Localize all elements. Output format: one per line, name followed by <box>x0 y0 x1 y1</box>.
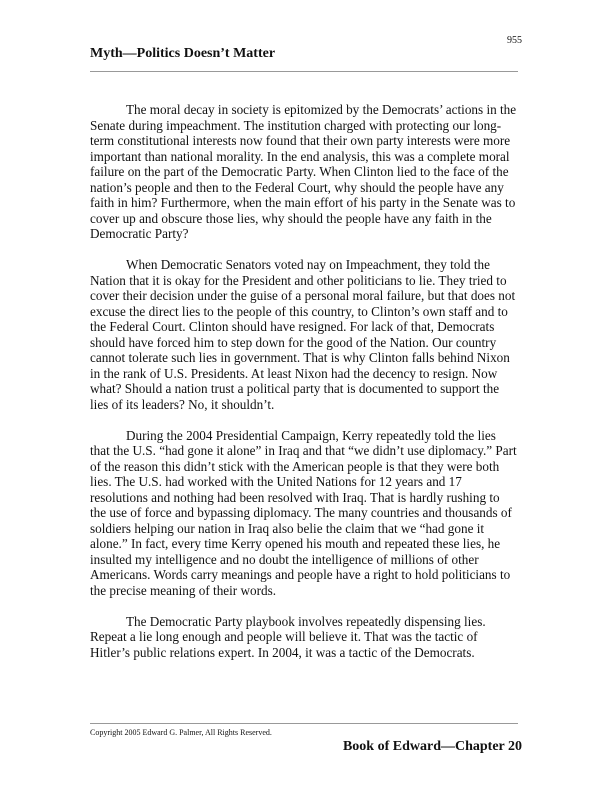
body-paragraph-1: The moral decay in society is epitomized by the Democrats’ actions in the Senate during impeachment. The institution charged with protecting our long-term constitutional interests now found that their own party interests were more important than national morality. In the end analysis, this was a complete moral failure on the part of the Democratic Party. When Clinton lied to the face of the nation’s people and then to the Federal Court, why should the people have any faith in him? Furthermore, when the main effort of his party in the Senate was to cover up and obscure those lies, why should the people have any faith in the Democratic Party? <box>90 102 517 241</box>
body-paragraph-3: During the 2004 Presidential Campaign, Kerry repeatedly told the lies that the U.S. “had gone it alone” in Iraq and that “we didn’t use diplomacy.” Part of the reason this didn’t stick with the American people is that they were both lies. The U.S. had worked with the United Nations for 12 years and 17 resolutions and nothing had been resolved with Iraq. That is hardly rushing to the use of force and bypassing diplomacy. The many countries and thousands of soldiers helping our nation in Iraq also belie the claim that we “had gone it alone.” In fact, every time Kerry opened his mouth and repeated these lies, he insulted my intelligence and no doubt the intelligence of millions of other Americans. Words carry meanings and people have a right to hold politicians to the precise meaning of their words. <box>90 427 517 598</box>
footer-divider <box>90 723 518 724</box>
page-number: 955 <box>507 35 522 46</box>
header-divider <box>90 71 518 72</box>
body-paragraph-2: When Democratic Senators voted nay on Impeachment, they told the Nation that it is okay for the President and other politicians to lie. They tried to cover their decision under the guise of a personal moral failure, but that does not excuse the direct lies to the people of this country, to Clinton’s own staff and to the Federal Court. Clinton should have resigned. For lack of that, Democrats should have forced him to step down for the good of the Nation. Our country cannot tolerate such lies in government. That is why Clinton falls behind Nixon in the rank of U.S. Presidents. At least Nixon had the decency to resign. Now what? Should a nation trust a political party that is documented to support the lies of its leaders? No, it shouldn’t. <box>90 257 516 412</box>
footer-book-title: Book of Edward—Chapter 20 <box>342 739 522 754</box>
page-title: Myth—Politics Doesn’t Matter <box>90 46 276 61</box>
body-paragraph-4: The Democratic Party playbook involves repeatedly dispensing lies. Repeat a lie long enough and people will believe it. That was the tactic of Hitler’s public relations expert. In 2004, it was a tactic of the Democrats. <box>90 613 486 660</box>
copyright-notice: Copyright 2005 Edward G. Palmer, All Rights Reserved. <box>90 728 272 737</box>
document-body <box>90 102 518 676</box>
